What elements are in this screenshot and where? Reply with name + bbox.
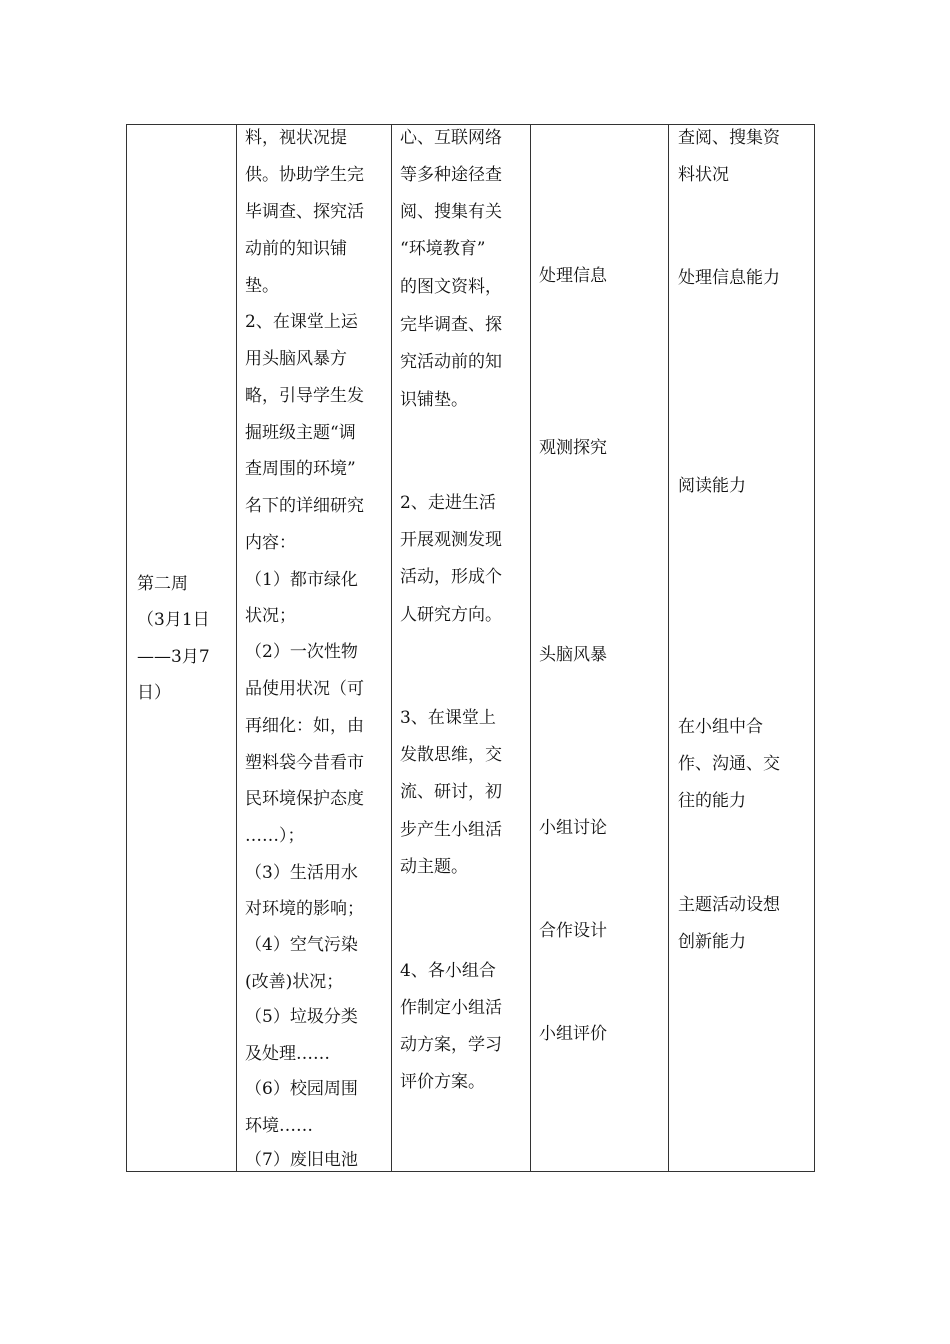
guidance-line: 略，引导学生发 (245, 386, 364, 406)
guidance-line: 状况； (245, 606, 296, 626)
ability-line: 往的能力 (678, 791, 746, 811)
activity-line: 阅、搜集有关 (400, 202, 502, 222)
guidance-line: 用头脑风暴方 (245, 349, 347, 369)
guidance-line: （1）都市绿化 (245, 570, 358, 590)
guidance-line: （3）生活用水 (245, 863, 358, 883)
activity-line: 4、各小组合 (400, 961, 496, 981)
abilities-cell (678, 125, 812, 1171)
activity-line: 步产生小组活 (400, 820, 502, 840)
guidance-line: 内容： (245, 533, 296, 553)
method-line: 小组评价 (539, 1024, 607, 1044)
guidance-line: （6）校园周围 (245, 1079, 358, 1099)
guidance-line: （4）空气污染 (245, 935, 358, 955)
ability-line: 处理信息能力 (678, 268, 780, 288)
column-divider (236, 125, 237, 1171)
method-line: 观测探究 (539, 438, 607, 458)
student-activities-cell (400, 125, 528, 1171)
method-line: 处理信息 (539, 266, 607, 286)
guidance-line: 对环境的影响； (245, 899, 364, 919)
guidance-line: ……）； (245, 826, 305, 846)
week-line: （3月1日 (137, 610, 210, 630)
activity-line: 流、研讨，初 (400, 782, 502, 802)
ability-line: 料状况 (678, 165, 729, 185)
activity-line: 开展观测发现 (400, 530, 502, 550)
guidance-line: 及处理…… (245, 1044, 330, 1064)
guidance-line: 掘班级主题“调 (245, 423, 356, 443)
guidance-line: （2）一次性物 (245, 642, 358, 662)
guidance-line: (改善)状况； (245, 972, 344, 992)
activity-line: 发散思维，交 (400, 745, 502, 765)
activity-line: 究活动前的知 (400, 352, 502, 372)
activity-line: 动方案，学习 (400, 1035, 502, 1055)
method-line: 合作设计 (539, 921, 607, 941)
column-divider (391, 125, 392, 1171)
week-cell (137, 125, 233, 1171)
ability-line: 查阅、搜集资 (678, 128, 780, 148)
activity-line: “环境教育” (400, 239, 486, 259)
guidance-line: 动前的知识铺 (245, 239, 347, 259)
ability-line: 在小组中合 (678, 717, 763, 737)
guidance-line: 料，视状况提 (245, 128, 347, 148)
guidance-line: 查周围的环境” (245, 459, 356, 479)
guidance-line: 塑料袋今昔看市 (245, 753, 364, 773)
column-divider (530, 125, 531, 1171)
week-line: ——3月7 (137, 647, 210, 667)
guidance-line: 2、在课堂上运 (245, 312, 358, 332)
guidance-line: 名下的详细研究 (245, 496, 364, 516)
guidance-line: （5）垃圾分类 (245, 1007, 358, 1027)
activity-line: 心、互联网络 (400, 128, 502, 148)
guidance-line: 供。协助学生完 (245, 165, 364, 185)
ability-line: 作、沟通、交 (678, 754, 780, 774)
teacher-guidance-cell (245, 125, 389, 1171)
methods-cell (539, 125, 666, 1171)
activity-line: 人研究方向。 (400, 605, 502, 625)
ability-line: 阅读能力 (678, 476, 746, 496)
activity-line: 动主题。 (400, 857, 468, 877)
guidance-line: （7）废旧电池 (245, 1150, 358, 1170)
activity-line: 等多种途径查 (400, 165, 502, 185)
guidance-line: 毕调查、探究活 (245, 202, 364, 222)
week-line: 第二周 (137, 574, 188, 594)
guidance-line: 垫。 (245, 276, 279, 296)
guidance-line: 民环境保护态度 (245, 789, 364, 809)
activity-line: 3、在课堂上 (400, 708, 496, 728)
column-divider (668, 125, 669, 1171)
week-line: 日） (137, 683, 171, 703)
method-line: 小组讨论 (539, 818, 607, 838)
guidance-line: 环境…… (245, 1116, 313, 1136)
guidance-line: 再细化：如，由 (245, 716, 364, 736)
method-line: 头脑风暴 (539, 645, 607, 665)
schedule-table (126, 124, 815, 1172)
activity-line: 的图文资料， (400, 277, 502, 297)
guidance-line: 品使用状况（可 (245, 679, 364, 699)
ability-line: 创新能力 (678, 932, 746, 952)
activity-line: 完毕调查、探 (400, 315, 502, 335)
activity-line: 活动，形成个 (400, 567, 502, 587)
activity-line: 作制定小组活 (400, 998, 502, 1018)
activity-line: 评价方案。 (400, 1072, 485, 1092)
activity-line: 识铺垫。 (400, 390, 468, 410)
ability-line: 主题活动设想 (678, 895, 780, 915)
activity-line: 2、走进生活 (400, 493, 496, 513)
